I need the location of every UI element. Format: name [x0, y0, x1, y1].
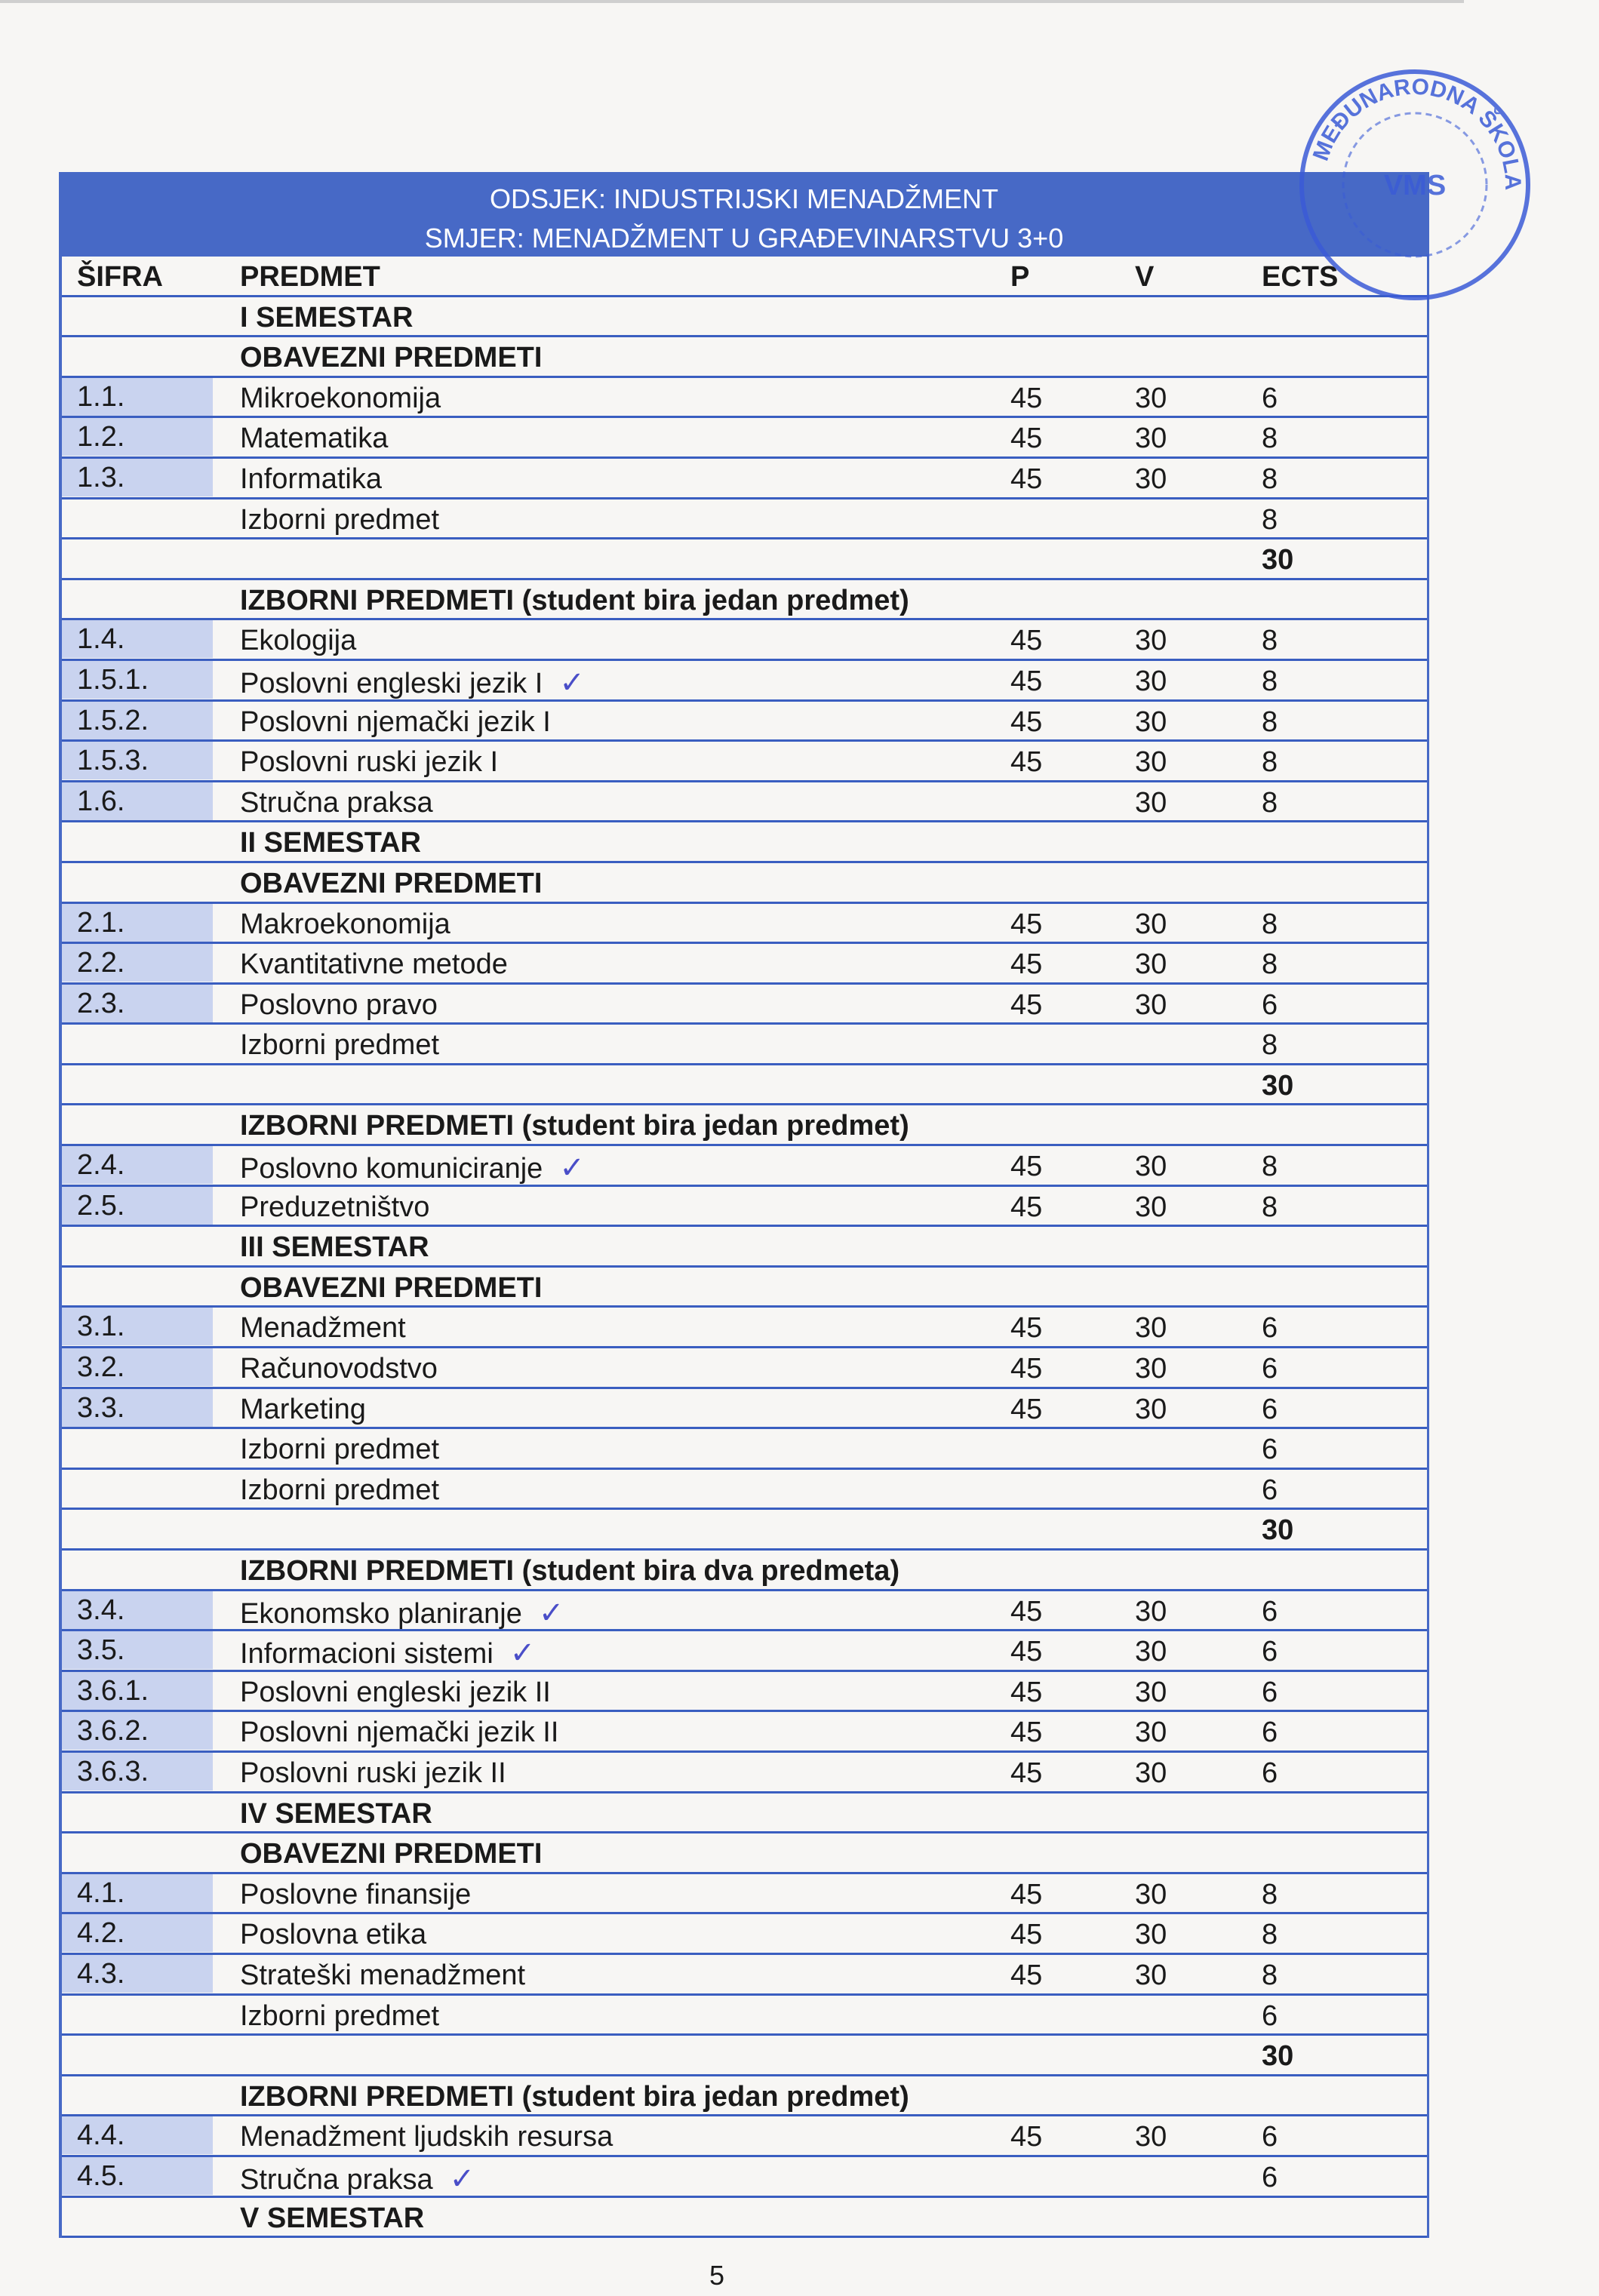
subject-code: 1.3. — [62, 459, 213, 496]
ects-credits: 8 — [1262, 786, 1278, 819]
subject-name: Informacioni sistemi ✓ — [240, 1637, 536, 1671]
lecture-hours: 45 — [1010, 382, 1043, 414]
subject-name: Poslovni ruski jezik II — [240, 1757, 506, 1789]
handwritten-check-icon: ✓ — [559, 665, 585, 699]
ects-credits: 6 — [1262, 988, 1278, 1021]
table-row — [62, 1348, 1427, 1389]
department-title: ODSJEK: INDUSTRIJSKI MENADŽMENT — [489, 183, 999, 214]
table-row — [62, 661, 1427, 702]
subject-name: Matematika — [240, 423, 389, 455]
exercise-hours: 30 — [1135, 1191, 1167, 1223]
subject-name: Ekonomsko planiranje ✓ — [240, 1596, 564, 1630]
subject-name: Poslovno komuniciranje ✓ — [240, 1151, 585, 1185]
subject-code: 3.6.1. — [62, 1672, 213, 1710]
subject-name: OBAVEZNI PREDMETI — [240, 1271, 543, 1304]
subject-name: Poslovni engleski jezik II — [240, 1676, 551, 1708]
table-row — [62, 1470, 1427, 1511]
subject-code: 4.3. — [62, 1955, 213, 1993]
table-row — [62, 1227, 1427, 1268]
subject-code: 4.4. — [62, 2116, 213, 2154]
subject-name: Poslovno pravo — [240, 988, 438, 1021]
exercise-hours: 30 — [1135, 1959, 1167, 1991]
ects-credits: 8 — [1262, 1919, 1278, 1951]
lecture-hours: 45 — [1010, 1393, 1043, 1425]
ects-credits: 30 — [1262, 1069, 1294, 1102]
subject-name: Ekologija — [240, 625, 357, 657]
exercise-hours: 30 — [1135, 746, 1167, 779]
exercise-hours: 30 — [1135, 908, 1167, 940]
subject-code: 2.5. — [62, 1187, 213, 1225]
table-row — [62, 1025, 1427, 1065]
ects-credits: 6 — [1262, 2161, 1278, 2193]
subject-code: 3.6.3. — [62, 1753, 213, 1790]
ects-credits: 8 — [1262, 1151, 1278, 1183]
subject-code: 3.3. — [62, 1389, 213, 1427]
col-v-header: V — [1135, 261, 1155, 293]
subject-code: 2.2. — [62, 944, 213, 982]
exercise-hours: 30 — [1135, 988, 1167, 1021]
table-row — [62, 944, 1427, 985]
lecture-hours: 45 — [1010, 1595, 1043, 1627]
ects-credits: 6 — [1262, 1474, 1278, 1506]
ects-credits: 6 — [1262, 2121, 1278, 2153]
table-row — [62, 985, 1427, 1025]
subject-name: Makroekonomija — [240, 908, 450, 940]
table-row — [62, 1591, 1427, 1632]
table-row — [62, 1631, 1427, 1672]
handwritten-check-icon: ✓ — [449, 2162, 475, 2196]
subject-name: Strateški menadžment — [240, 1959, 526, 1991]
subject-name: OBAVEZNI PREDMETI — [240, 342, 543, 374]
ects-credits: 6 — [1262, 1636, 1278, 1668]
school-stamp — [1283, 53, 1547, 317]
subject-name: IZBORNI PREDMETI (student bira dva predmeta) — [240, 1555, 900, 1587]
lecture-hours: 45 — [1010, 1191, 1043, 1223]
curriculum-document — [59, 172, 1429, 2238]
exercise-hours: 30 — [1135, 1151, 1167, 1183]
table-row — [62, 620, 1427, 661]
table-row — [62, 1712, 1427, 1753]
lecture-hours: 45 — [1010, 1151, 1043, 1183]
subject-code: 3.6.2. — [62, 1712, 213, 1750]
exercise-hours: 30 — [1135, 1717, 1167, 1749]
table-row — [62, 1672, 1427, 1713]
subject-code: 4.5. — [62, 2157, 213, 2195]
handwritten-check-icon: ✓ — [538, 1596, 564, 1630]
exercise-hours: 30 — [1135, 1312, 1167, 1345]
lecture-hours: 45 — [1010, 988, 1043, 1021]
subject-code: 4.2. — [62, 1914, 213, 1952]
col-ects-header: ECTS — [1262, 261, 1339, 293]
table-row — [62, 378, 1427, 419]
subject-name: Preduzetništvo — [240, 1191, 430, 1223]
exercise-hours: 30 — [1135, 786, 1167, 819]
top-edge-rule — [0, 0, 1464, 3]
table-row — [62, 2076, 1427, 2117]
lecture-hours: 45 — [1010, 1636, 1043, 1668]
table-row — [62, 539, 1427, 580]
table-row — [62, 418, 1427, 459]
exercise-hours: 30 — [1135, 1676, 1167, 1708]
ects-credits: 8 — [1262, 948, 1278, 981]
subject-name: OBAVEZNI PREDMETI — [240, 867, 543, 899]
subject-code: 3.1. — [62, 1308, 213, 1345]
table-row — [62, 1065, 1427, 1106]
table-row — [62, 1793, 1427, 1834]
table-row — [62, 499, 1427, 540]
table-row — [62, 1146, 1427, 1187]
subject-code: 1.1. — [62, 378, 213, 416]
table-row — [62, 2157, 1427, 2198]
subject-name: Izborni predmet — [240, 1434, 440, 1466]
exercise-hours: 30 — [1135, 705, 1167, 738]
table-row — [62, 1996, 1427, 2036]
subject-name: Poslovni ruski jezik I — [240, 746, 499, 779]
subject-name: Mikroekonomija — [240, 382, 441, 414]
subject-name: I SEMESTAR — [240, 301, 414, 333]
table-row — [62, 1187, 1427, 1228]
lecture-hours: 45 — [1010, 1312, 1043, 1345]
subject-name: IZBORNI PREDMETI (student bira jedan predmet) — [240, 584, 909, 616]
exercise-hours: 30 — [1135, 1757, 1167, 1789]
subject-name: OBAVEZNI PREDMETI — [240, 1838, 543, 1870]
table-row — [62, 337, 1427, 378]
subject-name: Izborni predmet — [240, 1999, 440, 2032]
table-body — [62, 297, 1427, 2239]
table-row — [62, 1874, 1427, 1915]
subject-name: Izborni predmet — [240, 1029, 440, 1062]
subject-code: 1.5.1. — [62, 661, 213, 699]
department-header — [59, 172, 1429, 257]
ects-credits: 8 — [1262, 463, 1278, 495]
subject-code: 2.4. — [62, 1146, 213, 1184]
subject-name: Informatika — [240, 463, 382, 495]
subject-code: 1.5.3. — [62, 742, 213, 779]
lecture-hours: 45 — [1010, 625, 1043, 657]
subject-code: 3.5. — [62, 1631, 213, 1669]
ects-credits: 8 — [1262, 503, 1278, 536]
exercise-hours: 30 — [1135, 1919, 1167, 1951]
subject-name: Menadžment — [240, 1312, 406, 1345]
table-row — [62, 580, 1427, 621]
lecture-hours: 45 — [1010, 665, 1043, 697]
ects-credits: 30 — [1262, 544, 1294, 576]
table-row — [62, 863, 1427, 904]
table-row — [62, 297, 1427, 338]
lecture-hours: 45 — [1010, 948, 1043, 981]
subject-name: IZBORNI PREDMETI (student bira jedan predmet) — [240, 1110, 909, 1142]
table-row — [62, 1914, 1427, 1955]
exercise-hours: 30 — [1135, 463, 1167, 495]
lecture-hours: 45 — [1010, 746, 1043, 779]
table-row — [62, 1510, 1427, 1551]
col-code-header: ŠIFRA — [77, 261, 163, 293]
exercise-hours: 30 — [1135, 382, 1167, 414]
subject-name: Poslovni njemački jezik II — [240, 1717, 559, 1749]
ects-credits: 8 — [1262, 1191, 1278, 1223]
lecture-hours: 45 — [1010, 1676, 1043, 1708]
ects-credits: 8 — [1262, 1959, 1278, 1991]
exercise-hours: 30 — [1135, 423, 1167, 455]
lecture-hours: 45 — [1010, 1919, 1043, 1951]
table-row — [62, 1833, 1427, 1874]
subject-name: Kvantitativne metode — [240, 948, 508, 981]
lecture-hours: 45 — [1010, 1959, 1043, 1991]
subject-name: Stručna praksa ✓ — [240, 2162, 475, 2196]
table-row — [62, 1429, 1427, 1470]
subject-code: 2.1. — [62, 904, 213, 942]
stamp-center-text: VMS — [1383, 170, 1447, 201]
subject-name: II SEMESTAR — [240, 827, 421, 859]
subject-code: 1.2. — [62, 418, 213, 456]
subject-name: Poslovna etika — [240, 1919, 427, 1951]
exercise-hours: 30 — [1135, 948, 1167, 981]
table-row — [62, 2036, 1427, 2076]
table-row — [62, 1389, 1427, 1430]
subject-code: 3.4. — [62, 1591, 213, 1629]
col-subject-header: PREDMET — [240, 261, 380, 293]
ects-credits: 6 — [1262, 1434, 1278, 1466]
table-row — [62, 904, 1427, 945]
exercise-hours: 30 — [1135, 2121, 1167, 2153]
table-row — [62, 1955, 1427, 1996]
col-p-header: P — [1010, 261, 1030, 293]
subject-name: Računovodstvo — [240, 1353, 438, 1385]
column-header-row — [62, 257, 1427, 297]
lecture-hours: 45 — [1010, 1878, 1043, 1910]
lecture-hours: 45 — [1010, 908, 1043, 940]
ects-credits: 8 — [1262, 665, 1278, 697]
subject-name: IZBORNI PREDMETI (student bira jedan predmet) — [240, 2080, 909, 2113]
lecture-hours: 45 — [1010, 1717, 1043, 1749]
ects-credits: 6 — [1262, 1353, 1278, 1385]
table-row — [62, 702, 1427, 742]
ects-credits: 8 — [1262, 1029, 1278, 1062]
exercise-hours: 30 — [1135, 1878, 1167, 1910]
table-row — [62, 822, 1427, 863]
ects-credits: 8 — [1262, 705, 1278, 738]
ects-credits: 6 — [1262, 382, 1278, 414]
subject-name: Stručna praksa — [240, 786, 433, 819]
subject-code: 1.6. — [62, 782, 213, 820]
exercise-hours: 30 — [1135, 1353, 1167, 1385]
table-row — [62, 2116, 1427, 2157]
ects-credits: 8 — [1262, 908, 1278, 940]
subject-name: III SEMESTAR — [240, 1231, 429, 1264]
ects-credits: 8 — [1262, 423, 1278, 455]
exercise-hours: 30 — [1135, 1636, 1167, 1668]
lecture-hours: 45 — [1010, 2121, 1043, 2153]
subject-code: 4.1. — [62, 1874, 213, 1912]
subject-code: 3.2. — [62, 1348, 213, 1386]
ects-credits: 8 — [1262, 1878, 1278, 1910]
lecture-hours: 45 — [1010, 423, 1043, 455]
ects-credits: 6 — [1262, 1676, 1278, 1708]
table-row — [62, 782, 1427, 823]
subject-name: Izborni predmet — [240, 1474, 440, 1506]
ects-credits: 8 — [1262, 625, 1278, 657]
lecture-hours: 45 — [1010, 463, 1043, 495]
subject-name: Marketing — [240, 1393, 366, 1425]
stamp-arc-text: MEĐUNARODNA ŠKOLA — [1308, 74, 1526, 191]
table-row — [62, 1105, 1427, 1146]
subject-name: V SEMESTAR — [240, 2202, 425, 2234]
subject-code: 2.3. — [62, 985, 213, 1022]
ects-credits: 30 — [1262, 2040, 1294, 2073]
table-row — [62, 742, 1427, 782]
handwritten-check-icon: ✓ — [509, 1637, 536, 1671]
table-row — [62, 1753, 1427, 1793]
subject-code: 1.4. — [62, 620, 213, 658]
subject-name: Poslovni engleski jezik I ✓ — [240, 665, 585, 699]
program-title: SMJER: MENADŽMENT U GRAĐEVINARSTVU 3+0 — [424, 223, 1064, 254]
ects-credits: 8 — [1262, 746, 1278, 779]
exercise-hours: 30 — [1135, 625, 1167, 657]
ects-credits: 30 — [1262, 1514, 1294, 1547]
ects-credits: 6 — [1262, 1999, 1278, 2032]
lecture-hours: 45 — [1010, 1757, 1043, 1789]
table-row — [62, 2198, 1427, 2239]
table-row — [62, 1551, 1427, 1591]
ects-credits: 6 — [1262, 1717, 1278, 1749]
ects-credits: 6 — [1262, 1312, 1278, 1345]
lecture-hours: 45 — [1010, 1353, 1043, 1385]
exercise-hours: 30 — [1135, 1595, 1167, 1627]
subject-name: Izborni predmet — [240, 503, 440, 536]
subject-name: Poslovne finansije — [240, 1878, 472, 1910]
table-row — [62, 1268, 1427, 1308]
ects-credits: 6 — [1262, 1393, 1278, 1425]
table-row — [62, 459, 1427, 499]
subject-name: Poslovni njemački jezik I — [240, 705, 551, 738]
subject-name: IV SEMESTAR — [240, 1797, 432, 1830]
curriculum-table — [59, 257, 1429, 2238]
ects-credits: 6 — [1262, 1595, 1278, 1627]
table-row — [62, 1308, 1427, 1348]
exercise-hours: 30 — [1135, 665, 1167, 697]
handwritten-check-icon: ✓ — [559, 1151, 585, 1185]
page-number: 5 — [709, 2260, 725, 2291]
subject-name: Menadžment ljudskih resursa — [240, 2121, 613, 2153]
ects-credits: 6 — [1262, 1757, 1278, 1789]
subject-code: 1.5.2. — [62, 702, 213, 739]
exercise-hours: 30 — [1135, 1393, 1167, 1425]
lecture-hours: 45 — [1010, 705, 1043, 738]
